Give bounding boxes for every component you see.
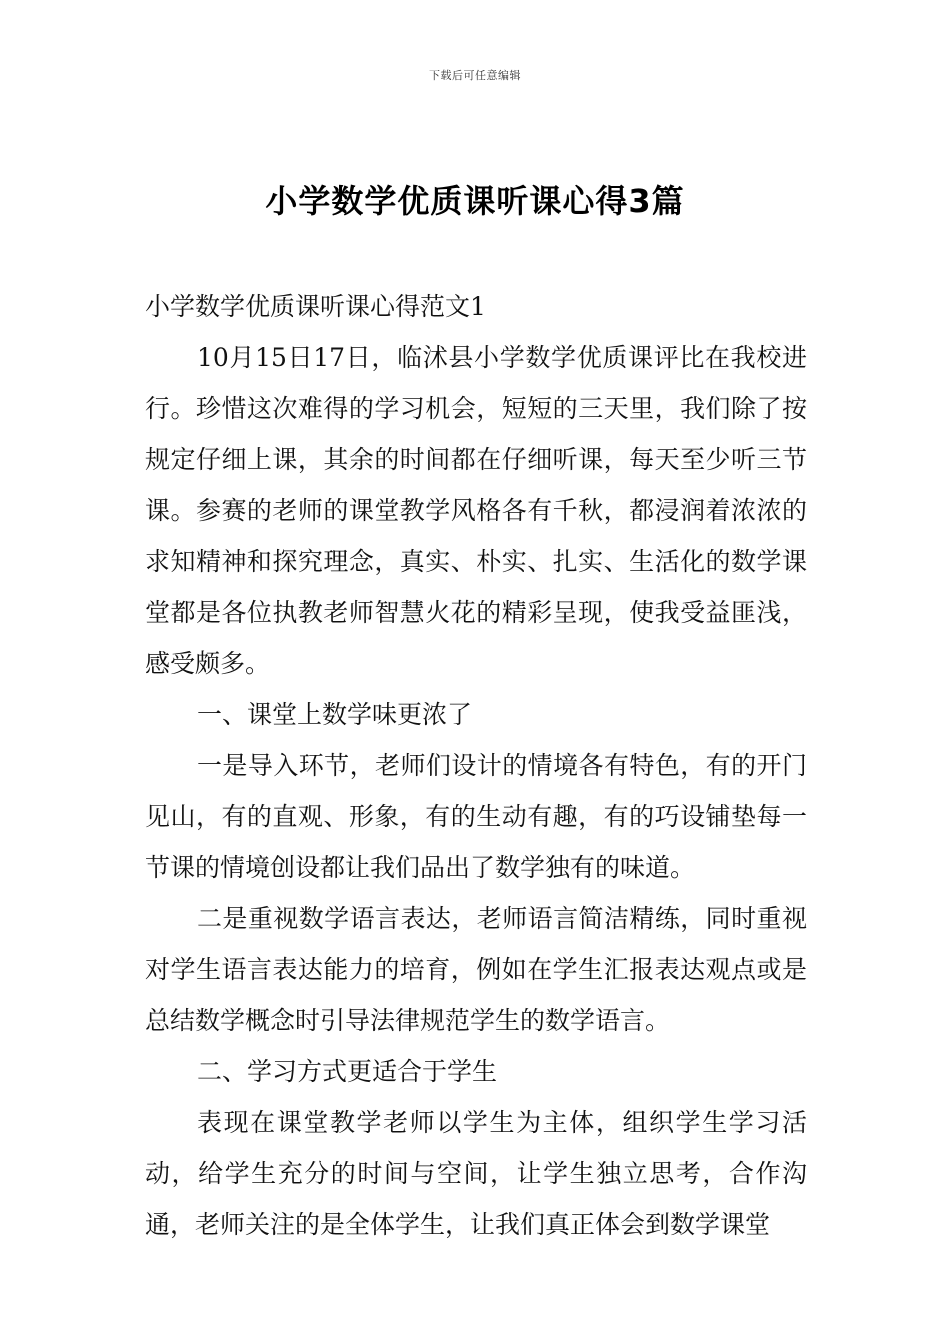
paragraph: 表现在课堂教学老师以学生为主体，组织学生学习活动，给学生充分的时间与空间，让学生独立思考，合作沟通，老师关注的是全体学生，让我们真正体会到数学课堂 <box>145 1108 807 1239</box>
document-title: 小学数学优质课听课心得3篇 <box>265 182 685 220</box>
document-body <box>145 281 807 1250</box>
section-heading: 一、课堂上数学味更浓了 <box>197 700 473 729</box>
section-heading: 二、学习方式更适合于学生 <box>197 1057 498 1086</box>
header-note: 下载后可任意编辑 <box>429 69 521 82</box>
section-title: 小学数学优质课听课心得范文1 <box>145 292 486 321</box>
paragraph: 二是重视数学语言表达，老师语言简洁精练，同时重视对学生语言表达能力的培育，例如在学生汇报表达观点或是总结数学概念时引导法律规范学生的数学语言。 <box>145 904 807 1035</box>
paragraph: 一是导入环节，老师们设计的情境各有特色，有的开门见山，有的直观、形象，有的生动有趣，有的巧设铺垫每一节课的情境创设都让我们品出了数学独有的味道。 <box>145 751 807 882</box>
paragraph: 10月15日17日，临沭县小学数学优质课评比在我校进行。珍惜这次难得的学习机会，短短的三天里，我们除了按规定仔细上课，其余的时间都在仔细听课，每天至少听三节课。参赛的老师的课堂教学风格各有千秋，都浸润着浓浓的求知精神和探究理念，真实、朴实、扎实、生活化的数学课堂都是各位执教老师智慧火花的精彩呈现，使我受益匪浅，感受颇多。 <box>145 343 807 678</box>
